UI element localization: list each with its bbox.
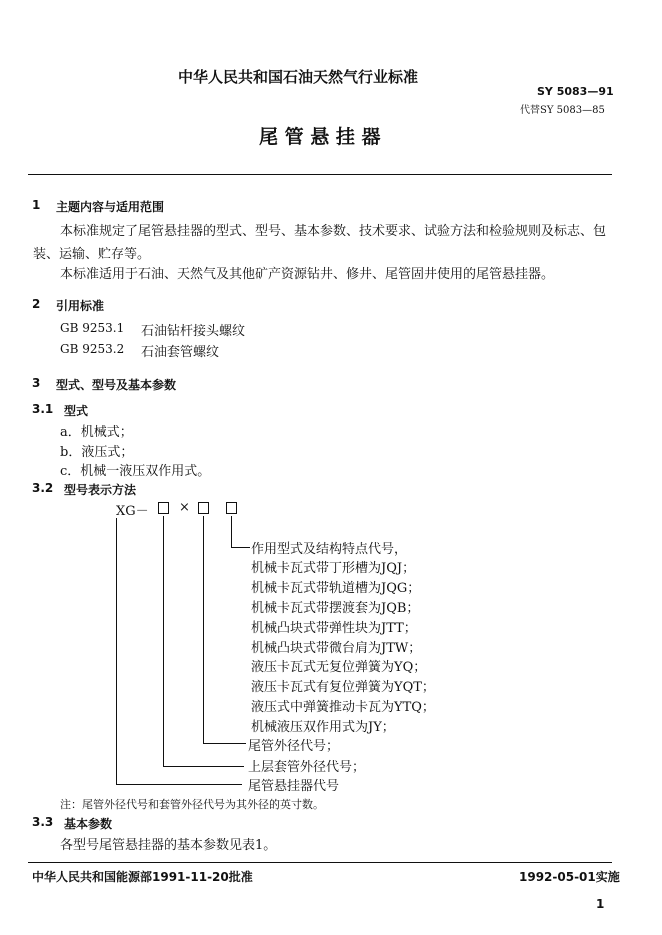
type-item: c．机械一液压双作用式。 xyxy=(60,464,211,479)
header-divider xyxy=(28,174,612,175)
section-3-title: 型式、型号及基本参数 xyxy=(56,378,177,392)
type-code-note: 机械卡瓦式带轨道槽为JQG； xyxy=(251,581,421,596)
type-code-note: 液压卡瓦式无复位弹簧为YQ； xyxy=(251,660,427,675)
reference-name: 石油钻杆接头螺纹 xyxy=(141,324,246,339)
reference-code: GB 9253.2 xyxy=(60,342,125,356)
connector-line-type xyxy=(231,516,232,547)
page-number: 1 xyxy=(596,897,605,911)
section-1-para1-line2: 装、运输、贮存等。 xyxy=(33,247,151,262)
section-2-number: 2 xyxy=(32,297,41,311)
connector-line-outer-h xyxy=(203,743,246,744)
section-3-2-number: 3.2 xyxy=(32,481,54,495)
section-1-para2: 本标准适用于石油、天然气及其他矿产资源钻井、修井、尾管固井使用的尾管悬挂器。 xyxy=(60,267,555,282)
standard-number: SY 5083—91 xyxy=(537,85,614,98)
connector-line-upper xyxy=(163,516,164,766)
section-3-3-number: 3.3 xyxy=(32,815,54,829)
section-1-para1-line1: 本标准规定了尾管悬挂器的型式、型号、基本参数、技术要求、试验方法和检验规则及标志、包 xyxy=(60,224,607,239)
org-title: 中华人民共和国石油天然气行业标准 xyxy=(178,68,419,86)
type-code-note: 液压式中弹簧推动卡瓦为YTQ； xyxy=(251,700,435,715)
liner-od-label: 尾管外径代号； xyxy=(248,739,340,754)
connector-line-code-h xyxy=(116,784,242,785)
section-3-1-number: 3.1 xyxy=(32,402,54,416)
type-item: b．液压式； xyxy=(60,445,134,460)
connector-line-upper-h xyxy=(163,766,244,767)
model-prefix: XG－ xyxy=(116,504,149,519)
upper-casing-label: 上层套管外径代号； xyxy=(248,760,366,775)
section-3-3-title: 基本参数 xyxy=(64,817,113,831)
hanger-code-label: 尾管悬挂器代号 xyxy=(248,779,340,794)
reference-name: 石油套管螺纹 xyxy=(141,345,220,360)
model-times-sign: × xyxy=(179,500,190,515)
type-item: a．机械式； xyxy=(60,425,133,440)
type-code-note: 机械液压双作用式为JY； xyxy=(251,720,395,735)
approval-statement: 中华人民共和国能源部1991-11-20批准 xyxy=(32,870,253,884)
type-code-note: 液压卡瓦式有复位弹簧为YQT； xyxy=(251,680,435,695)
document-title: 尾 管 悬 挂 器 xyxy=(259,126,381,148)
model-footnote: 注：尾管外径代号和套管外径代号为其外径的英寸数。 xyxy=(60,798,324,811)
section-1-title: 主题内容与适用范围 xyxy=(56,200,165,214)
model-box-liner-od xyxy=(198,502,209,514)
replaces-standard: 代替SY 5083—85 xyxy=(520,105,605,116)
connector-line-type-h xyxy=(231,547,250,548)
type-code-note: 机械凸块式带弹性块为JTT； xyxy=(251,621,417,636)
section-3-number: 3 xyxy=(32,376,41,390)
section-3-1-title: 型式 xyxy=(64,404,89,418)
section-2-title: 引用标准 xyxy=(56,299,105,313)
connector-line-outer xyxy=(203,516,204,743)
type-code-note: 机械卡瓦式带丁形槽为JQJ； xyxy=(251,561,416,576)
model-box-upper-casing xyxy=(158,502,169,514)
type-code-note: 机械凸块式带微台肩为JTW； xyxy=(251,641,422,656)
type-code-note: 作用型式及结构特点代号， xyxy=(251,542,408,557)
connector-line-code xyxy=(116,518,117,784)
footer-divider xyxy=(28,862,612,863)
effective-date: 1992-05-01实施 xyxy=(519,870,620,884)
reference-code: GB 9253.1 xyxy=(60,321,125,335)
type-code-note: 机械卡瓦式带摆渡套为JQB； xyxy=(251,601,420,616)
section-3-2-title: 型号表示方法 xyxy=(64,483,137,497)
section-3-3-text: 各型号尾管悬挂器的基本参数见表1。 xyxy=(60,838,277,853)
model-box-type-code xyxy=(226,502,237,514)
section-1-number: 1 xyxy=(32,198,41,212)
